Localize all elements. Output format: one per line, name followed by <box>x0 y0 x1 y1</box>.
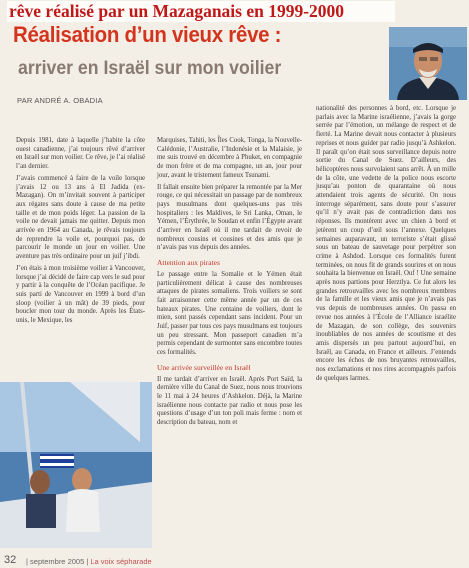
article-title: Réalisation d’un vieux rêve : <box>13 22 282 47</box>
publication-name: La voix sépharade <box>90 557 152 566</box>
page-number: 32 <box>4 554 17 566</box>
kicker-banner <box>7 1 395 22</box>
paragraph: Marquises, Tahiti, les Îles Cook, Tonga, la Nouvelle-Calédonie, l’Australie, l’Indonésie et la Malaisie, je me suis trouvé en décembre à Phuket, en compagnie de mon frère et de ma compagne, un an, jour pour jour, avant le tristement fameux Tsunami. <box>157 137 302 179</box>
paragraph: J’avais commencé à faire de la voile lorsque j’avais 12 ou 13 ans à El Jadida (ex- Mazagan). On m’invitait souvent à participer aux régates sans doute à cause de ma petite taille et de mon poids léger. La passion de la voile ne devait jamais me quitter. Depuis mon arrivée en 1964 au Canada, je rêvais toujours de reprendre la voile et, pourquoi pas, de parcourir le monde un jour en voilier. Une aventure pas très ordinaire pour un juif j’ibdi. <box>16 174 145 261</box>
paragraph: Il fallait ensuite bien préparer la remontée par la Mer rouge, ce qui nécessitait un passage par de nombreux pays musulmans dont quelques-uns pas très hospitaliers : les Maldives, le Sri Lanka, Oman, le Yémen, l’Érythrée, le Soudan et enfin l’Égypte avant d’arriver en Israël où il me tardait de revoir de nombreux cousins et cousines et des amis que je n’avais pas vus depuis des années. <box>157 183 302 252</box>
column-2 <box>157 137 302 431</box>
issue-date: septembre 2005 <box>30 557 85 566</box>
paragraph: nationalité des personnes à bord, etc. Lorsque je parlais avec la Marine israélienne, j’avais la gorge serrée par l’émotion, un mélange de respect et de fierté. La Marine devait nous contacter à plusieurs reprises et nous guider par radio jusqu’à Ashkelon. Il paraît qu’on était sous surveillance depuis notre sortie du Canal de Suez. D’ailleurs, des hélicoptères nous survolaient sans arrêt. À un mille de la côte, une vedette de la police nous escorte jusqu’au ponton de quarantaine où nous attendaient trois agents de sécurité. On nous interroge séparément, sans doute pour s’assurer qu’il n’y avait pas de contradiction dans nos réponses. Ils montèrent avec un chien à bord et jetèrent un coup d’œil sous l’annexe. Quelques semaines auparavant, un terroriste s’était glissé sous un bateau de sauvetage pour perpétrer son crime à Ashdod. Lorsque ces formalités furent terminées, on nous fit de grands sourires et on nous souhaita la bienvenue en Israël. Ouf ! Une semaine après nous partions pour Herztlya. Ce fut alors les grandes retrouvailles avec les nombreux membres de la famille et les vieux amis que je n’avais pas vus depuis de nombreuses années. On passa en revue nos années à l’École de l’Alliance israélite de Mazagan, de son collège, des souvenirs inoubliables de nos années de scoutisme et des amis dispersés un peu partout aujourd’hui, en Israël, au Canada, en France et ailleurs. J’entends encore les échos de nos bruyantes retrouvailles, nos exclamations et nos rires accompagnés parfois de quelques larmes. <box>316 105 456 382</box>
section-heading-arrival: Une arrivée surveillée en Israël <box>157 362 251 372</box>
column-3 <box>316 105 456 387</box>
footer-text: | septembre 2005 | La voix sépharade <box>26 557 152 566</box>
article-subtitle: arriver en Israël sur mon voilier <box>18 58 282 79</box>
paragraph: Depuis 1981, date à laquelle j’habite la côte ouest canadienne, j’ai toujours rêvé d’arriver en Israël sur mon voilier. Ce rêve, je l’ai réalisé l’an dernier. <box>16 137 145 171</box>
sailboat-photo <box>0 382 152 548</box>
author-portrait <box>389 27 467 100</box>
column-1 <box>16 137 145 329</box>
section-heading-pirates: Attention aux pirates <box>157 258 220 268</box>
kicker-text: rêve réalisé par un Mazaganais en 1999-2000 <box>9 1 345 21</box>
paragraph: Le passage entre la Somalie et le Yémen était particulièrement délicat à cause des nombreuses attaques de pirates somaliens. Trois voiliers se sont fait arraisonner cette même année par un de ces bateaux pirates. Une centaine de voiliers, dont le mien, sont passés cependant sans incident. Pour un Juif, passer par tous ces pays musulmans est toujours un peu stressant. Mon passeport canadien m’a permis cependant de surmonter sans encombre toutes ces formalités. <box>157 270 302 357</box>
paragraph: J’en étais à mon troisième voilier à Vancouver, lorsque j’ai décidé de faire cap vers le sud pour y partir à la conquête de l’Océan pacifique. Je suis parti de Vancouver en 1999 à bord d’un sloop (voilier à un mât) de 39 pieds, pour boucler mon tour du monde. Après les États-unis, le Mexique, les <box>16 264 145 325</box>
paragraph: Il me tardait d’arriver en Israël. Après Port Saïd, la dernière ville du Canal de Suez, nous nous trouvions le 11 mai à 24 heures d’Ashkelon. Déjà, la Marine israélienne nous contacte par radio et nous pose les questions d’usage d’un ton poli mais ferme : nom et description du bateau, nom et <box>157 375 302 427</box>
byline: PAR ANDRÉ A. OBADIA <box>17 96 103 105</box>
page-footer <box>0 553 469 568</box>
